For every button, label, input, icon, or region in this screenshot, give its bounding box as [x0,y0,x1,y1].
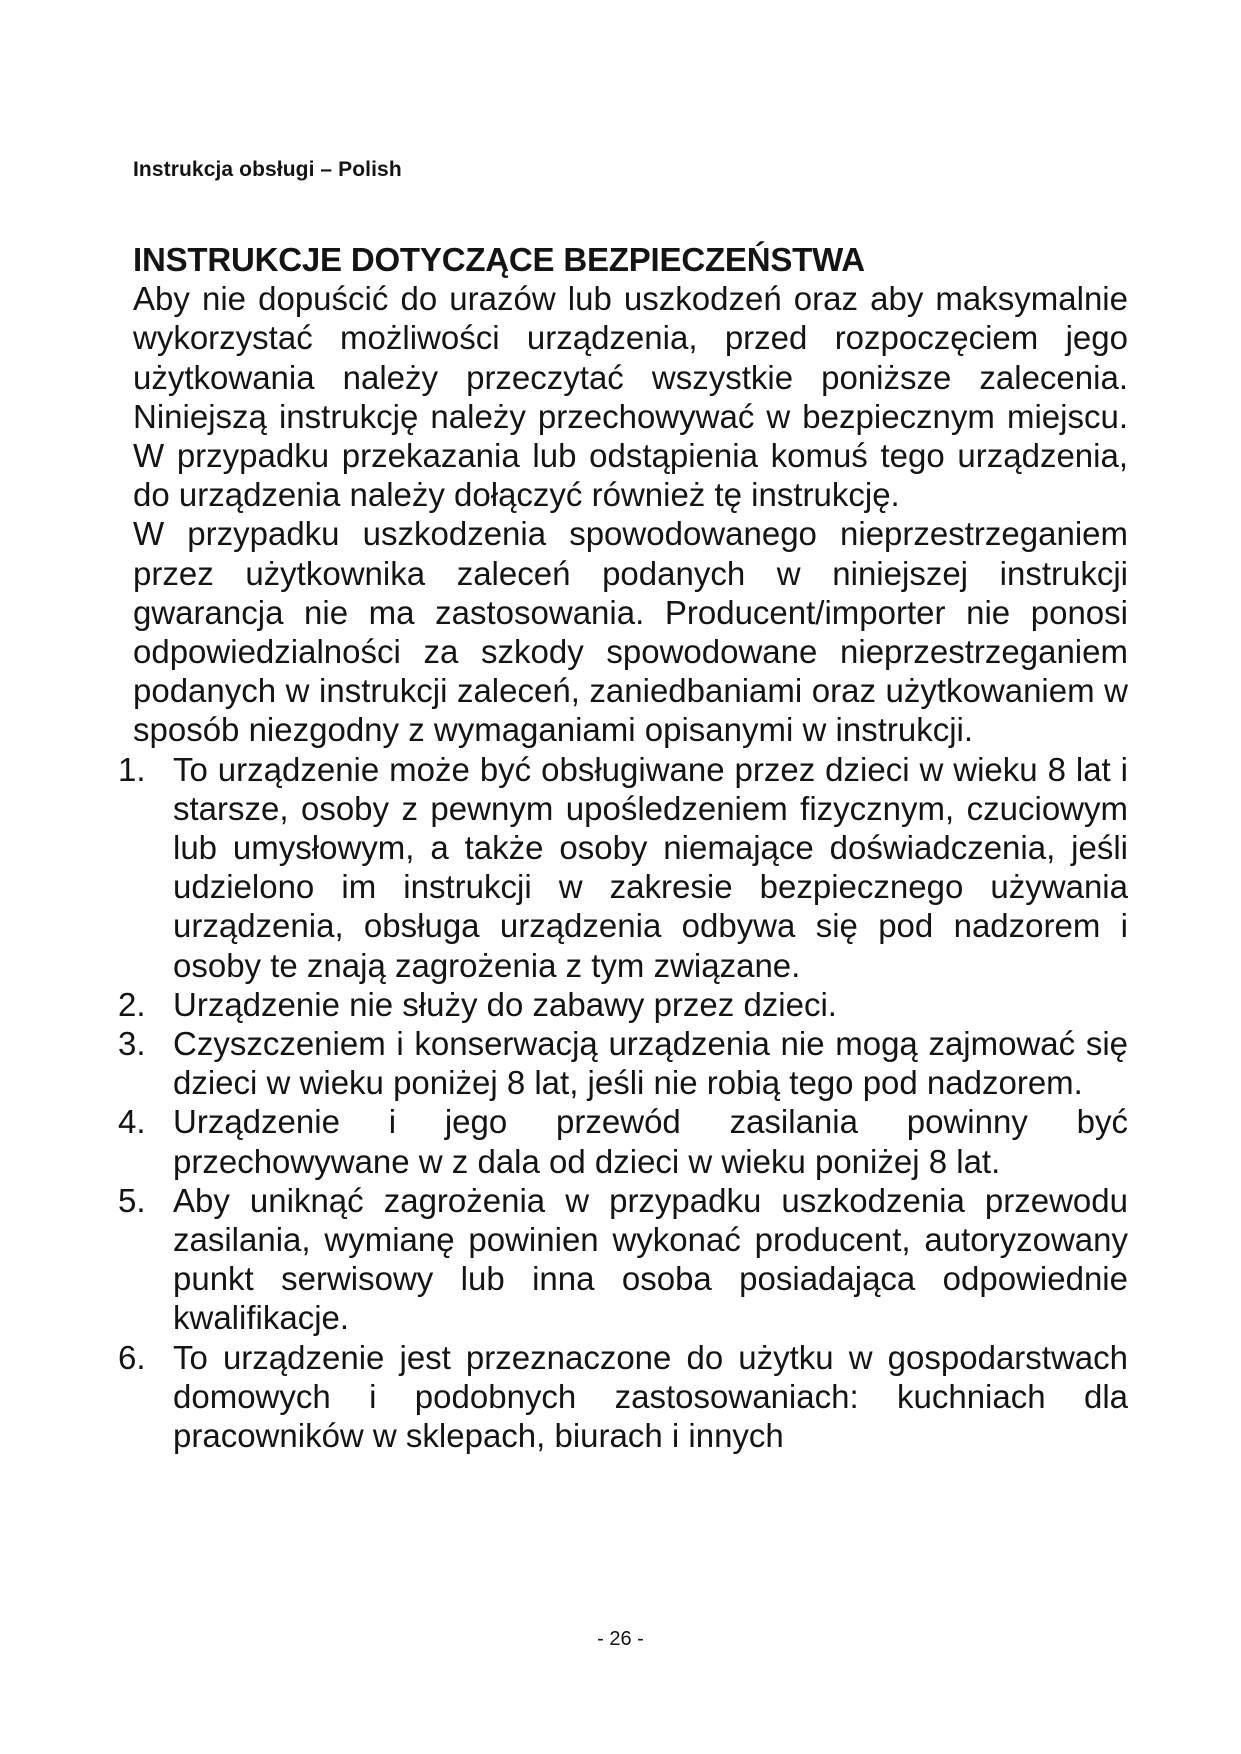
intro-paragraph-1: Aby nie dopuścić do urazów lub uszkodzeń oraz aby maksymalnie wykorzystać możliwości urządzenia, przed rozpoczęciem jego użytkowania należy przeczytać wszystkie poniższe zalecenia. Niniejszą instrukcję należy przechowywać w bezpiecznym miejscu. W przypadku przekazania lub odstąpienia komuś tego urządzenia, do urządzenia należy dołączyć również tę instrukcję. [133,280,1128,514]
list-item-text: Urządzenie i jego przewód zasilania powinny być przechowywane w z dala od dzieci w wieku poniżej 8 lat. [173,1103,1128,1180]
section-heading: INSTRUKCJE DOTYCZĄCE BEZPIECZEŃSTWA [133,241,865,278]
list-item-number: 2. [118,985,146,1023]
list-item-text: Urządzenie nie służy do zabawy przez dzieci. [173,985,837,1023]
list-item-text: Czyszczeniem i konserwacją urządzenia nie mogą zajmować się dzieci w wieku poniżej 8 lat, jeśli nie robią tego pod nadzorem. [173,1025,1128,1102]
list-item-text: To urządzenie może być obsługiwane przez dzieci w wieku 8 lat i starsze, osoby z pewnym upośledzeniem fizycznym, czuciowym lub umysłowym, a także osoby niemające doświadczenia, jeśli udzielono im instrukcji w zakresie bezpiecznego używania urządzenia, obsługa urządzenia odbywa się pod nadzorem i osoby te znają zagrożenia z tym związane. [173,750,1128,984]
running-header: Instrukcja obsługi – Polish [133,158,402,181]
safety-section [118,240,1128,1455]
list-item-number: 4. [118,1103,146,1141]
list-item-text: Aby uniknąć zagrożenia w przypadku uszkodzenia przewodu zasilania, wymianę powinien wykonać producent, autoryzowany punkt serwisowy lub inna osoba posiadająca odpowiednie kwalifikacje. [173,1181,1128,1337]
list-item-number: 6. [118,1338,146,1376]
intro-paragraph-2: W przypadku uszkodzenia spowodowanego nieprzestrzeganiem przez użytkownika zaleceń podanych w niniejszej instrukcji gwarancja nie ma zastosowania. Producent/importer nie ponosi odpowiedzialności za szkody spowodowane nieprzestrzeganiem podanych w instrukcji zaleceń, zaniedbaniami oraz użytkowaniem w sposób niezgodny z wymaganiami opisanymi w instrukcji. [133,515,1128,749]
page-number: - 26 - [597,1628,644,1650]
list-item-text: To urządzenie jest przeznaczone do użytku w gospodarstwach domowych i podobnych zastosowaniach: kuchniach dla pracowników w sklepach, biurach i innych [173,1338,1128,1455]
list-item-number: 3. [118,1025,146,1063]
list-item [118,1102,1128,1180]
list-item [118,1181,1128,1338]
list-item [118,1024,1128,1102]
list-item-number: 5. [118,1181,146,1219]
list-item-number: 1. [118,750,146,788]
list-item [118,985,1128,1024]
list-item [118,1338,1128,1456]
list-item [118,750,1128,985]
safety-rules-list [118,750,1128,1456]
